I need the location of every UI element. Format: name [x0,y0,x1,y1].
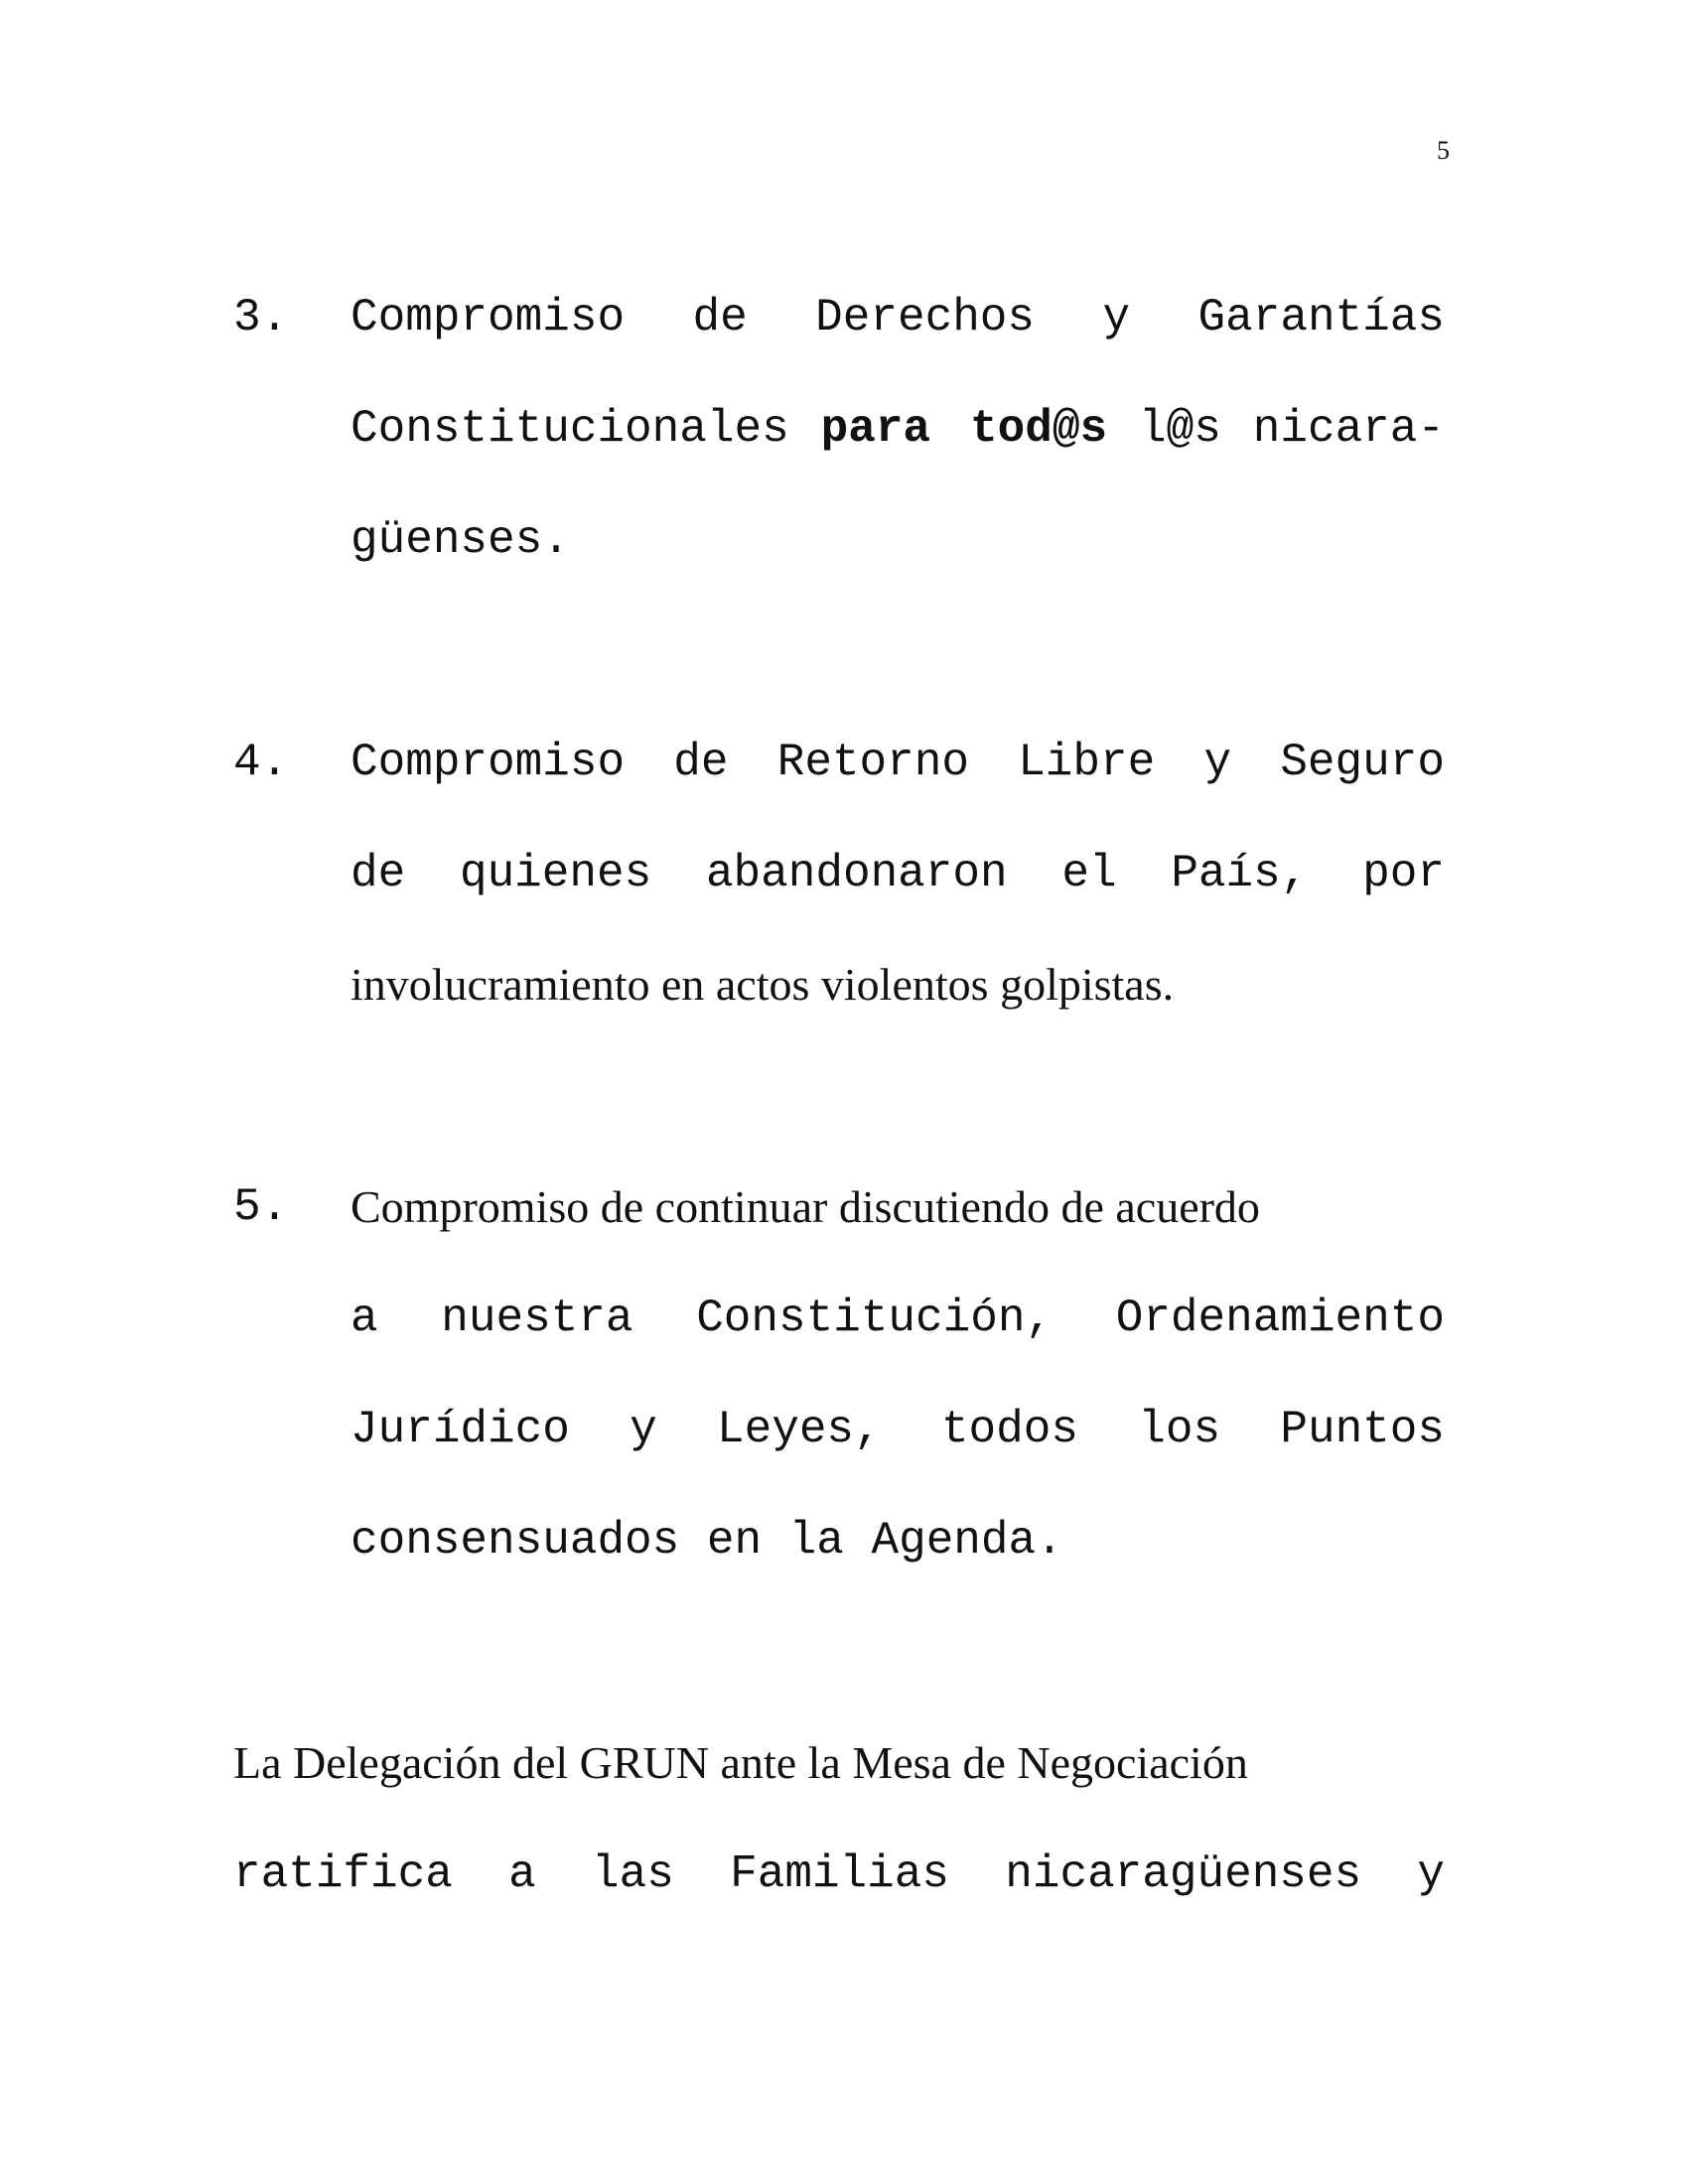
emphasis-text: para [820,403,931,455]
item-line: Compromiso de continuar discutiendo de acuerdo [351,1181,1260,1232]
item-number: 5. [233,1181,289,1233]
emphasis-text: tod@s [970,403,1108,455]
page-number: 5 [1437,136,1450,165]
item-line: consensuados en la Agenda. [351,1515,1063,1567]
item-number: 3. [233,292,289,343]
item-line: de quienes abandonaron el País, por [351,848,1445,899]
item-line: Compromiso de Derechos y Garantías [351,292,1445,343]
paragraph-line: La Delegación del GRUN ante la Mesa de Negociación [233,1737,1248,1788]
item-line: Constitucionales para tod@s l@s nicara- [351,373,1445,484]
item-line: Compromiso de Retorno Libre y Seguro [351,737,1445,788]
item-line: güenses. [351,514,570,566]
paragraph-line: ratifica a las Familias nicaragüenses y [233,1848,1445,1900]
item-line: involucramiento en actos violentos golpistas. [351,959,1175,1010]
item-line: a nuestra Constitución, Ordenamiento [351,1293,1445,1344]
item-number: 4. [233,737,289,788]
item-line: Jurídico y Leyes, todos los Puntos [351,1404,1445,1455]
